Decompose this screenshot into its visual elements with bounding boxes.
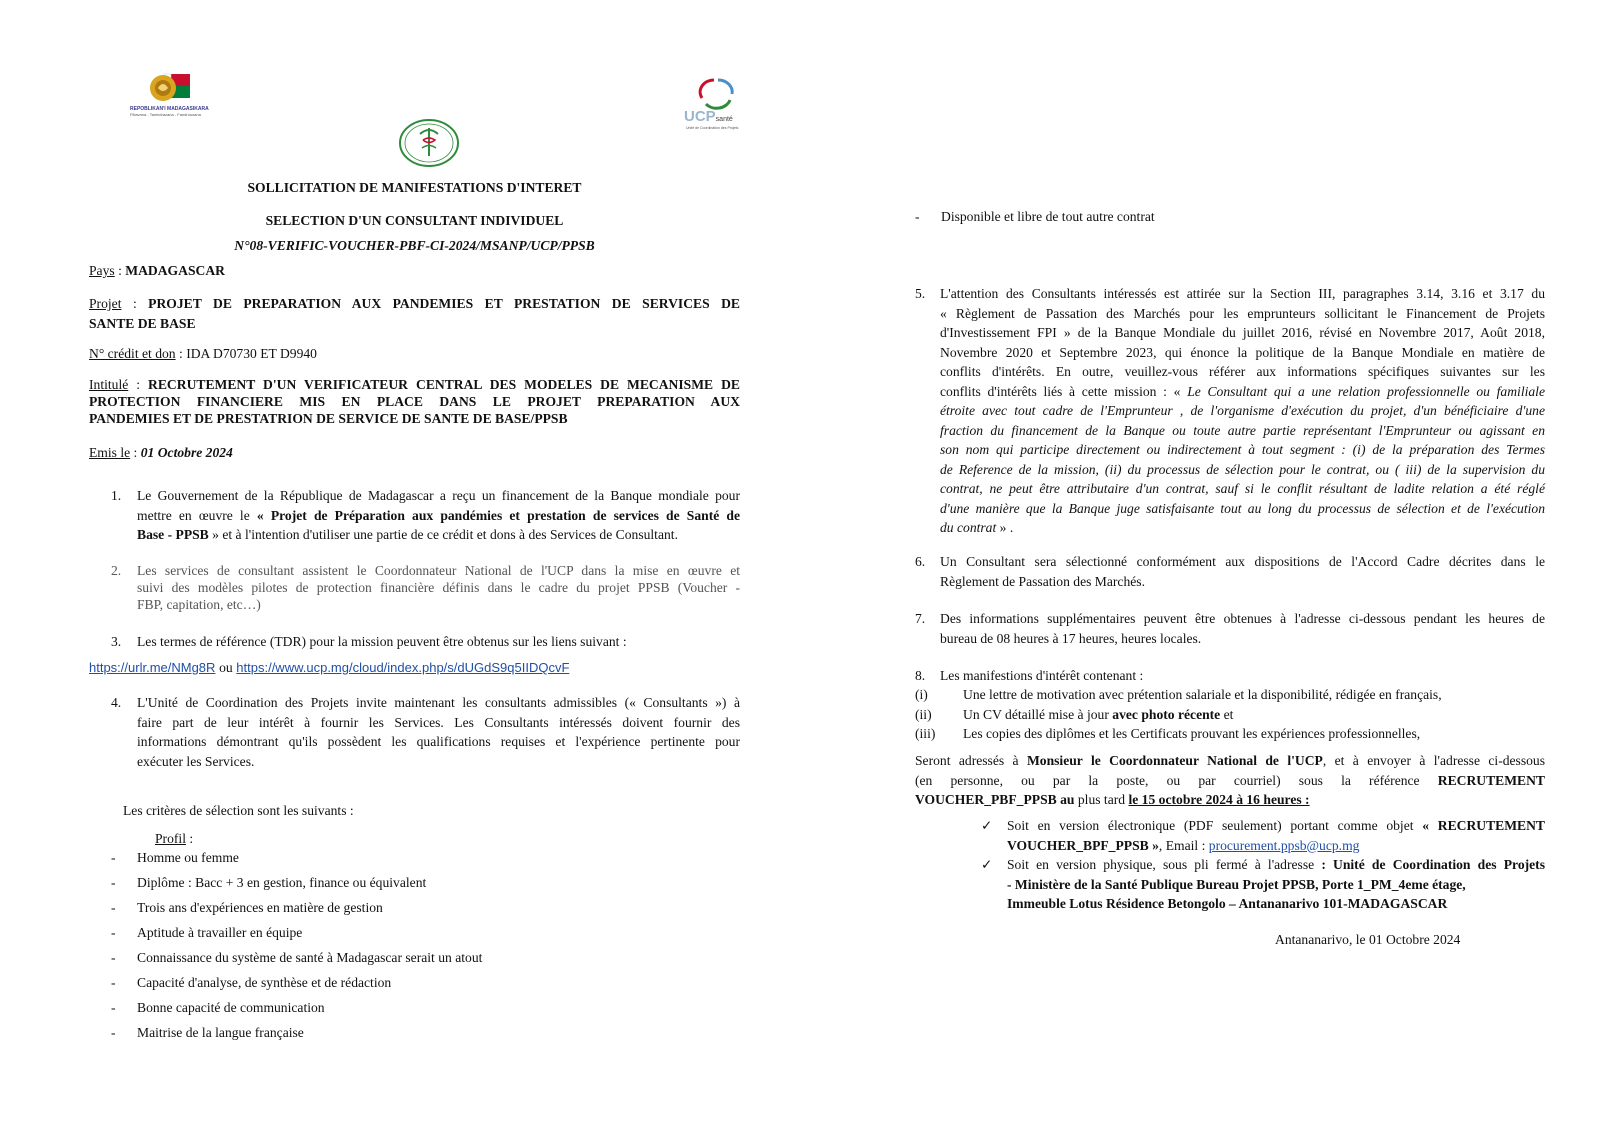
profil-heading: Profil : [155, 831, 194, 846]
paragraph-1-number: 1. [111, 488, 122, 503]
doc-subtitle: SELECTION D'UN CONSULTANT INDIVIDUEL [265, 213, 564, 228]
documents-list-item: (i) Une lettre de motivation avec prétention salariale et la disponibilité, rédigée en français, [915, 687, 1442, 702]
submission-block: Seront adressés à Monsieur le Coordonnateur National de l'UCP, et à envoyer à l'adresse ci-dessous (en personne, ou par la poste, ou par courriel) sous la référence RECRUTEMENT VOUCHER_PBF_PPSB au plus tard le 15 octobre 2024 à 16 heures : [915, 753, 1546, 807]
ucp-sante-logo [684, 76, 750, 132]
credit-value: : IDA D70730 ET D9940 [179, 346, 317, 361]
tdr-links [89, 660, 569, 676]
credit-line [89, 344, 317, 364]
paragraph-4-line1: L'Unité de Coordination des Projets invite maintenant les consultants admissibles (« Consultants ») à [137, 695, 740, 710]
documents-list-item: (iii) Les copies des diplômes et les Certificats prouvant les expériences professionnelles, [915, 726, 1421, 741]
paragraph-6: 6. Un Consultant sera sélectionné conformément aux dispositions de l'Accord Cadre décrites dans le Règlement de Passation des Marchés. [915, 554, 1545, 589]
paragraph-2-number: 2. [111, 563, 122, 578]
doc-title: SOLLICITATION DE MANIFESTATIONS D'INTERET [247, 180, 582, 195]
physical-option: ✓ Soit en version physique, sous pli fermé à l'adresse : Unité de Coordination des Projets - Ministère de la Santé Publique Bureau Projet PPSB, Porte 1_PM_4eme étage, Immeuble Lotus Résidence Betongolo – Antananarivo 101-MADAGASCAR [981, 857, 1545, 911]
emis-value: 01 Octobre 2024 [140, 445, 233, 460]
paragraph-4-line3: informations démontrant qu'ils possèdent les qualifications requises et l'expérience pertinente pour [137, 734, 740, 749]
emis-line: Emis le : 01 Octobre 2024 [89, 445, 233, 460]
intitule-label: Intitulé [89, 377, 129, 392]
paragraph-5-number: 5. [915, 286, 926, 301]
checkmark-icon: ✓ [981, 818, 993, 833]
tdr-link-cloud[interactable]: https://www.ucp.mg/cloud/index.php/s/dUGdS9q5IIDQcvF [236, 660, 570, 675]
intitule-line2: PROTECTION FINANCIERE MIS EN PLACE DANS LE PROJET PREPARATION AUX [89, 394, 740, 409]
email-link[interactable]: procurement.ppsb@ucp.mg [1208, 837, 1360, 853]
paragraph-4-line2: faire part de leur intérêt à fournir les Services. Les Consultants intéressés doivent fournir des [137, 714, 740, 730]
pays-value: MADAGASCAR [125, 263, 225, 278]
criteria-intro: Les critères de sélection sont les suivants : [123, 803, 354, 818]
paragraph-3-line1: Les termes de référence (TDR) pour la mission peuvent être obtenus sur les liens suivant : [137, 634, 627, 649]
projet-value-line1: PROJET DE PREPARATION AUX PANDEMIES ET PRESTATION DE SERVICES DE [148, 296, 740, 311]
tdr-link-short[interactable]: https://urlr.me/NMg8R [89, 660, 216, 675]
emis-label: Emis le [89, 445, 131, 460]
tdr-link-separator: ou [219, 660, 233, 675]
doc-reference: N°08-VERIFIC-VOUCHER-PBF-CI-2024/MSANP/UCP/PPSB [234, 238, 595, 253]
documents-list-item: (ii) Un CV détaillé mise à jour avec photo récente et [915, 707, 1234, 722]
paragraph-1 [89, 486, 740, 545]
paragraph-8 [915, 666, 1545, 686]
paragraph-1-line1: Le Gouvernement de la République de Madagascar a reçu un financement de la Banque mondiale pour [137, 488, 740, 503]
paragraph-4-line4: exécuter les Services. [137, 753, 255, 769]
intitule-block: Intitulé : RECRUTEMENT D'UN VERIFICATEUR CENTRAL DES MODELES DE MECANISME DE PROTECTION FINANCIERE MIS EN PLACE DANS LE PROJET PREPARATION AUX PANDEMIES ET DE PRESTATRION DE SERVICE DE SANTE DE BASE/PPSB [89, 377, 740, 426]
paragraph-7: 7. Des informations supplémentaires peuvent être obtenues à l'adresse ci-dessous pendant les heures de bureau de 08 heures à 17 heures, heures locales. [915, 611, 1545, 646]
paragraph-7-number: 7. [915, 611, 926, 626]
projet-label: Projet [89, 296, 122, 311]
recycle-arrows-icon [684, 76, 750, 110]
paragraph-8-intro: Les manifestions d'intérêt contenant : [940, 668, 1144, 683]
paragraph-6-number: 6. [915, 554, 926, 569]
intitule-line3: PANDEMIES ET DE PRESTATRION DE SERVICE DE SANTE DE BASE/PPSB [89, 411, 568, 426]
intitule-line1: RECRUTEMENT D'UN VERIFICATEUR CENTRAL DES MODELES DE MECANISME DE [148, 377, 740, 392]
ucp-sante-suffix: santé [715, 116, 733, 123]
ucp-brand-text: UCP [684, 108, 716, 125]
paragraph-1-line2: mettre en œuvre le « Projet de Préparation aux pandémies et prestation de services de Santé de [137, 507, 740, 523]
checkmark-icon: ✓ [981, 857, 993, 872]
signoff-date: Antananarivo, le 01 Octobre 2024 [1275, 932, 1461, 947]
paragraph-2-line2: suivi des modèles pilotes de protection financière définis dans le cadre du projet PPSB (Voucher - [137, 580, 740, 595]
projet-value-line2: SANTE DE BASE [89, 315, 196, 331]
paragraph-4-number: 4. [111, 695, 122, 710]
paragraph-2-line1: Les services de consultant assistent le Coordonnateur National de l'UCP dans la mise en œuvre et [137, 563, 740, 578]
paragraph-1-line3: Base - PPSB » et à l'intention d'utiliser une partie de ce crédit et dons à des Services de Consultant. [137, 527, 678, 542]
paragraph-8-number: 8. [915, 668, 926, 683]
profil-label: Profil [155, 831, 186, 846]
electronic-option: ✓ Soit en version électronique (PDF seulement) portant comme objet « RECRUTEMENT VOUCHER_BPF_PPSB », Email : procurement.ppsb@ucp.mg [981, 818, 1546, 853]
madagascar-coat-of-arms-logo [130, 62, 218, 122]
pays-label: Pays [89, 263, 115, 278]
paragraph-2 [89, 562, 740, 613]
paragraph-3-number: 3. [111, 634, 122, 649]
coat-of-arms-caption: REPOBLIKAN'I MADAGASIKARA [130, 106, 209, 112]
ucp-caption: Unité de Coordination des Projets [686, 126, 739, 130]
health-emblem-icon [398, 118, 460, 168]
pays-line: Pays : MADAGASCAR [89, 263, 225, 278]
projet-line: Projet : PROJET DE PREPARATION AUX PANDEMIES ET PRESTATION DE SERVICES DE SANTE DE BASE [89, 294, 740, 333]
paragraph-5: 5. L'attention des Consultants intéressés est attirée sur la Section III, paragraphes 3.14, 3.16 et 3.17 du « Règlement de Passation des Marchés pour les emprunteurs sollicitant le Financement de Projets d'Investissement FPI » de la Banque Mondiale du juillet 2016, révisé en Novembre 2017, Août 2018, Novembre 2020 et Septembre 2023, qui énonce la politique de la Banque Mondiale en matière de conflits d'intérêts. En outre, veuillez-vous référer aux informations spécifiques suivantes sur les conflits d'intérêts liés à cette mission : « Le Consultant qui a une relation professionnelle ou familiale étroite avec tout cadre de l'Emprunteur , de l'organisme d'exécution du projet, d'un bénéficiaire d'une fraction du financement de la Banque ou toute autre partie représentant l'Emprunteur ou agissant en son nom qui participe directement ou indirectement à tout segment : (i) de la préparation des Termes de Reference de la mission, (ii) du processus de sélection pour le contrat, ou ( iii) de la supervision du contrat, ne peut être attributaire d'un contrat, sauf si le conflit résultant de ladite relation a été réglé d'une manière que la Banque juge satisfaisante tout au long du processus de sélection et de l'exécution du contrat » . [915, 286, 1545, 535]
coat-of-arms-motto: Fitiavana - Tanindrazana - Fandrosoana [130, 112, 201, 117]
paragraph-2-line3: FBP, capitation, etc…) [137, 597, 261, 612]
paragraph-4 [89, 693, 740, 771]
ministry-health-emblem-logo [398, 118, 460, 168]
credit-label: N° crédit et don [89, 346, 176, 361]
paragraph-3 [89, 632, 740, 652]
